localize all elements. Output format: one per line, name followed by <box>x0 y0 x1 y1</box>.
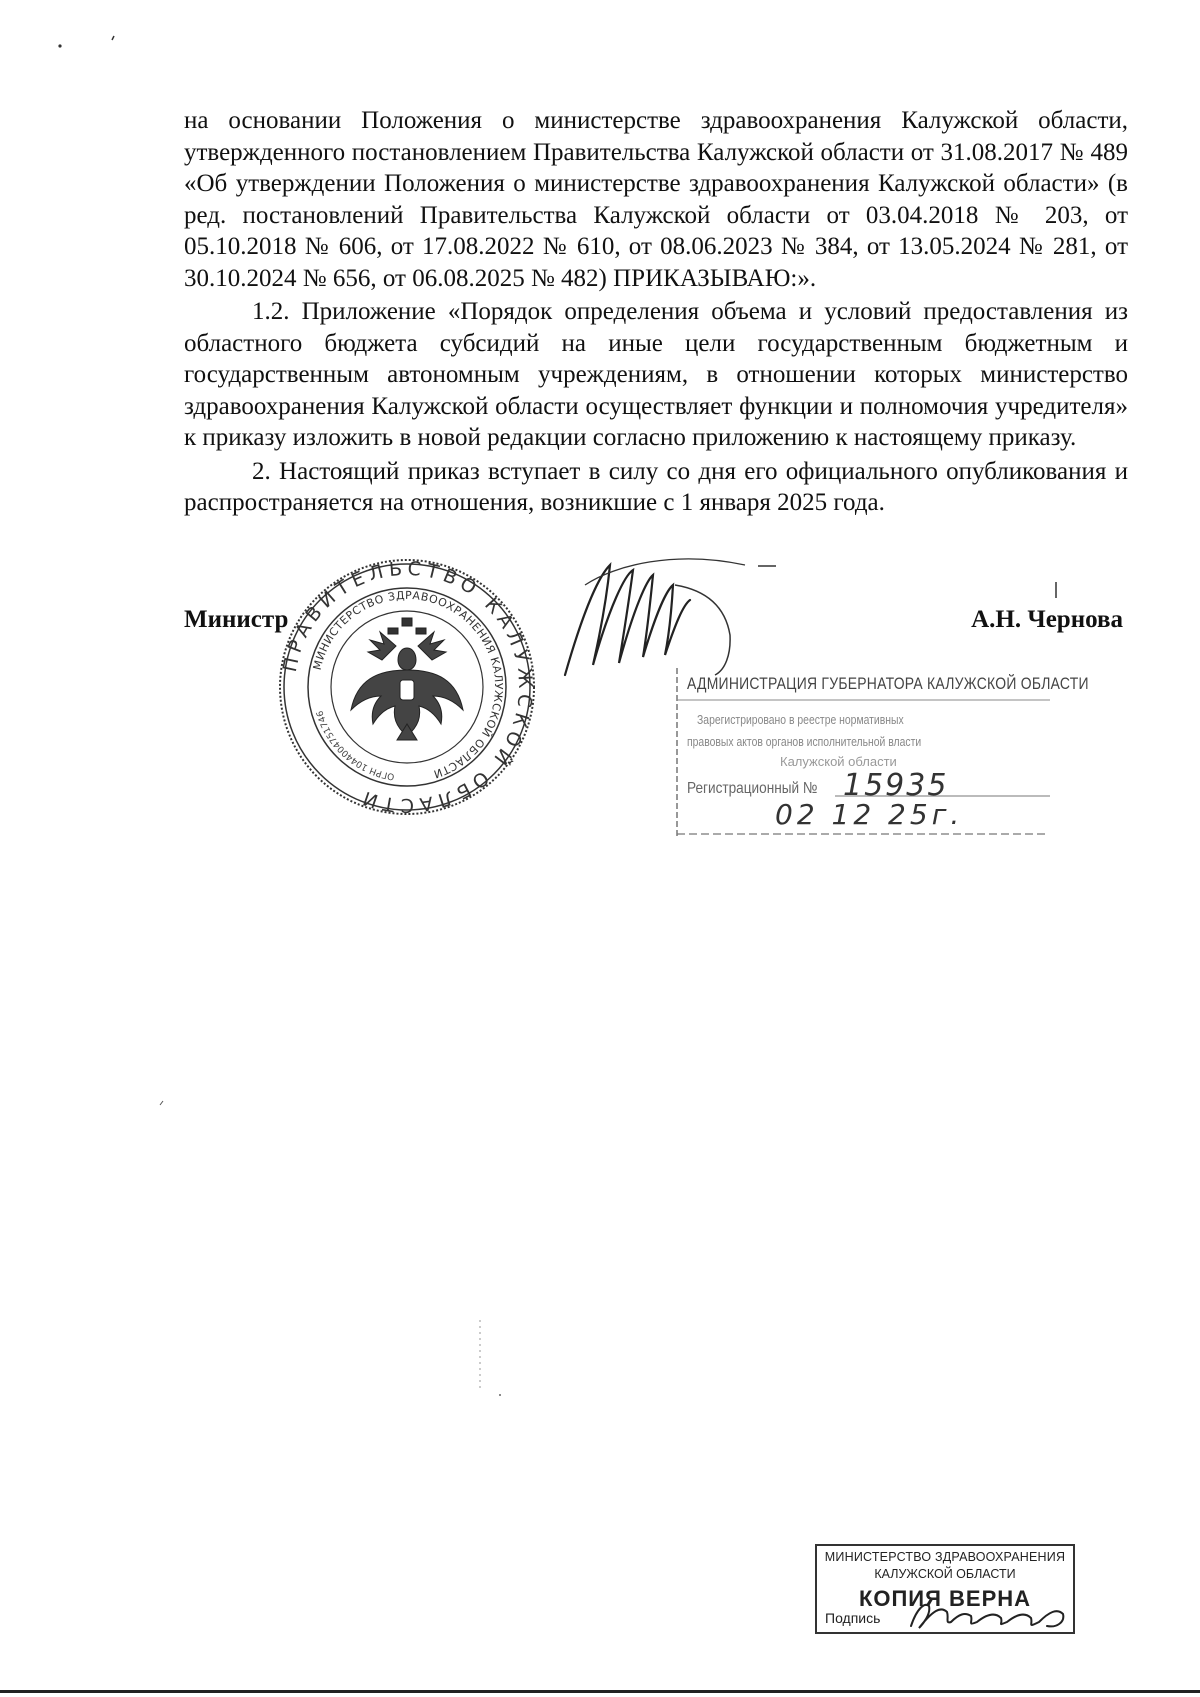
page-bottom-rule <box>0 1690 1200 1693</box>
registration-stamp-title: АДМИНИСТРАЦИЯ ГУБЕРНАТОРА КАЛУЖСКОЙ ОБЛАСТИ <box>687 674 1089 693</box>
seal-inner-text: МИНИСТЕРСТВО ЗДРАВООХРАНЕНИЯ КАЛУЖСКОЙ ОБЛАСТИ <box>310 588 506 781</box>
seal-ogrn-text: ОГРН 1044004751746 <box>315 709 396 782</box>
copy-stamp-signature-icon <box>907 1598 1067 1632</box>
order-body-text <box>184 105 1128 521</box>
copy-stamp-verified: КОПИЯ ВЕРНА <box>858 1586 1032 1611</box>
official-seal-icon <box>276 556 538 818</box>
copy-verified-stamp <box>815 1544 1075 1634</box>
paragraph-item-1-2: 1.2. Приложение «Порядок определения объема и условий предоставления из областного бюджета субсидий на иные цели государственным бюджетным и государственным автономным учреждениям, в отношении которых министерство здравоохранения Калужской области осуществляет функции и полномочия учредителя» к приказу изложить в новой редакции согласно приложению к настоящему приказу. <box>184 298 1128 451</box>
registration-stamp <box>675 668 1089 838</box>
registration-number-label: Регистрационный № <box>687 780 818 797</box>
registration-number: 15935 <box>843 768 949 803</box>
copy-stamp-org-line2: КАЛУЖСКОЙ ОБЛАСТИ <box>874 1567 1016 1581</box>
seal-outer-text: ПРАВИТЕЛЬСТВО КАЛУЖСКОЙ ОБЛАСТИ <box>278 557 537 817</box>
eagle-emblem-icon <box>351 618 463 740</box>
paragraph-basis: на основании Положения о министерстве здравоохранения Калужской области, утвержденного постановлением Правительства Калужской области от 31.08.2017 № 489 «Об утверждении Положения о министерстве здравоохранения Калужской области» (в ред. постановлений Правительства Калужской области от 03.04.2018 № 203, от 05.10.2018 № 606, от 17.08.2022 № 610, от 08.06.2023 № 384, от 13.05.2024 № 281, от 30.10.2024 № 656, от 06.08.2025 № 482) ПРИКАЗЫВАЮ:». <box>184 107 1128 292</box>
registration-stamp-line3: Калужской области <box>780 754 897 769</box>
copy-stamp-signature-label: Подпись <box>825 1610 881 1626</box>
registration-date: 02 12 25г. <box>775 798 964 831</box>
signatory-name: А.Н. Чернова <box>971 606 1123 633</box>
registration-stamp-line2: правовых актов органов исполнительной власти <box>687 734 922 749</box>
signatory-position: Министр <box>184 606 289 633</box>
copy-stamp-org-line1: МИНИСТЕРСТВО ЗДРАВООХРАНЕНИЯ <box>824 1550 1066 1564</box>
paragraph-item-2: 2. Настоящий приказ вступает в силу со дня его официального опубликования и распространяется на отношения, возникшие с 1 января 2025 года. <box>184 457 1128 516</box>
registration-stamp-line1: Зарегистрировано в реестре нормативных <box>697 712 904 727</box>
